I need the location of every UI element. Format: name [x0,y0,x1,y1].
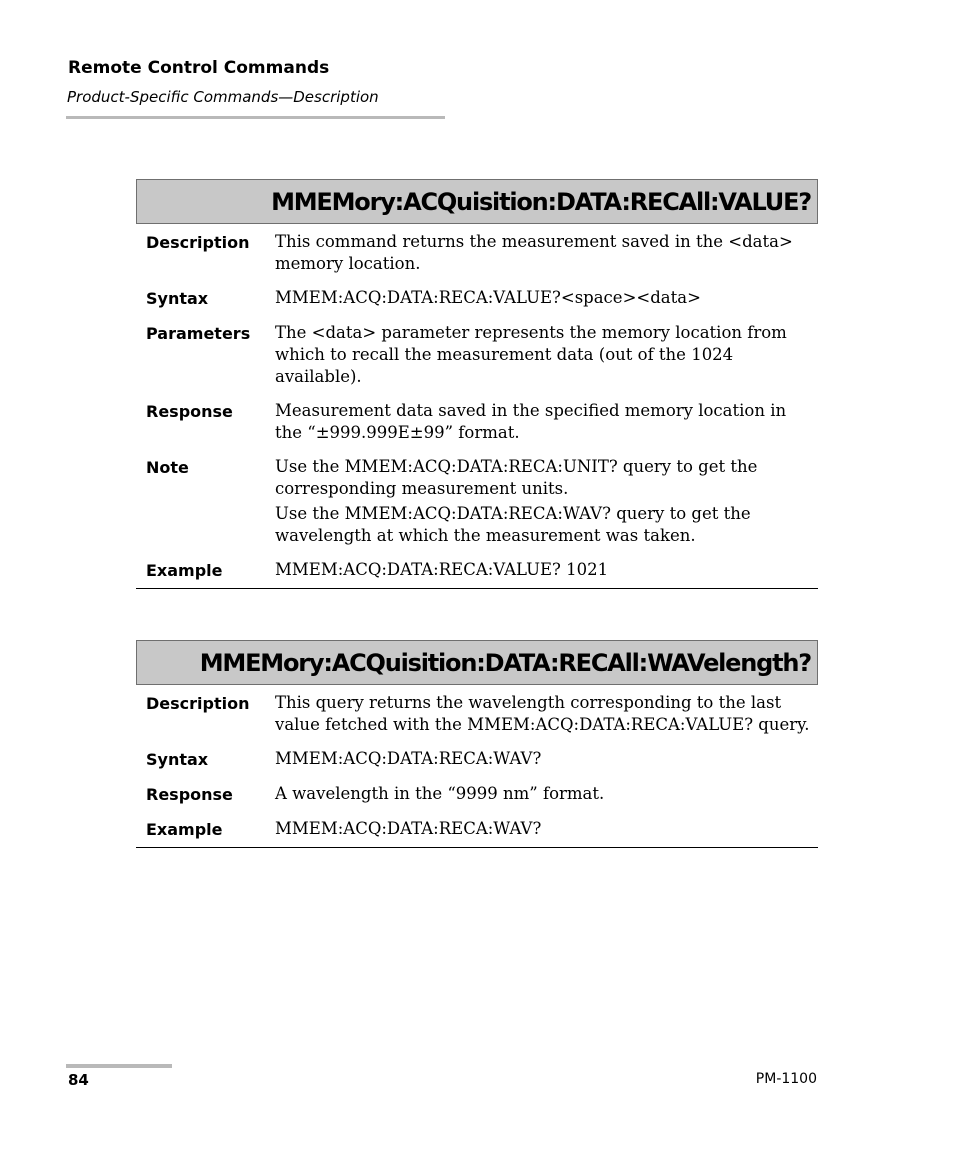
row-description [136,685,818,748]
row-label: Example [146,820,223,839]
command-block-wavelength [136,640,818,848]
header-rule [66,116,445,119]
row-label: Syntax [146,750,209,769]
row-paragraph: Measurement data saved in the specified memory location in the “±999.999E±99” format. [275,401,787,442]
section-subtitle: Product-Specific Commands—Description [67,88,379,106]
row-paragraph: A wavelength in the “9999 nm” format. [275,784,605,803]
row-value [275,231,810,275]
row-paragraph: This query returns the wavelength corresponding to the last value fetched with the MMEM:ACQ:DATA:RECA:VALUE? query. [275,693,810,734]
row-label: Description [146,233,250,252]
row-syntax [136,748,818,783]
row-note [136,456,818,559]
row-label: Response [146,402,233,421]
row-example [136,818,818,847]
row-paragraph: Use the MMEM:ACQ:DATA:RECA:UNIT? query to get the corresponding measurement units. [275,457,758,498]
row-value [275,748,810,771]
footer-rule [66,1064,172,1068]
row-value [275,400,810,444]
row-paragraph: This command returns the measurement saved in the <data> memory location. [275,232,793,273]
row-paragraph: MMEM:ACQ:DATA:RECA:VALUE? 1021 [275,560,609,579]
product-name: PM-1100 [755,1071,817,1087]
row-parameters [136,322,818,400]
row-value [275,692,810,736]
row-label: Note [146,458,189,477]
command-table [136,685,818,848]
row-value [275,322,810,388]
row-response [136,400,818,456]
row-paragraph: The <data> parameter represents the memory location from which to recall the measurement data (out of the 1024 available). [275,323,787,386]
row-label: Example [146,561,223,580]
command-table [136,224,818,589]
row-label: Syntax [146,289,209,308]
row-syntax [136,287,818,322]
page-number: 84 [68,1071,89,1089]
row-value [275,287,810,310]
row-paragraph: Use the MMEM:ACQ:DATA:RECA:WAV? query to get the wavelength at which the measurement was taken. [275,504,751,545]
command-title: MMEMory:ACQuisition:DATA:RECAll:WAVelength? [136,640,818,685]
row-description [136,224,818,287]
command-block-value [136,179,818,589]
section-title: Remote Control Commands [68,58,330,78]
row-response [136,783,818,818]
row-value [275,559,810,582]
row-paragraph: MMEM:ACQ:DATA:RECA:VALUE?<space><data> [275,288,701,307]
row-value [275,818,810,841]
row-value [275,456,810,547]
row-label: Description [146,694,250,713]
row-example [136,559,818,588]
row-value [275,783,810,806]
row-label: Parameters [146,324,251,343]
command-title: MMEMory:ACQuisition:DATA:RECAll:VALUE? [136,179,818,224]
row-label: Response [146,785,233,804]
row-paragraph: MMEM:ACQ:DATA:RECA:WAV? [275,819,542,838]
row-paragraph: MMEM:ACQ:DATA:RECA:WAV? [275,749,542,768]
